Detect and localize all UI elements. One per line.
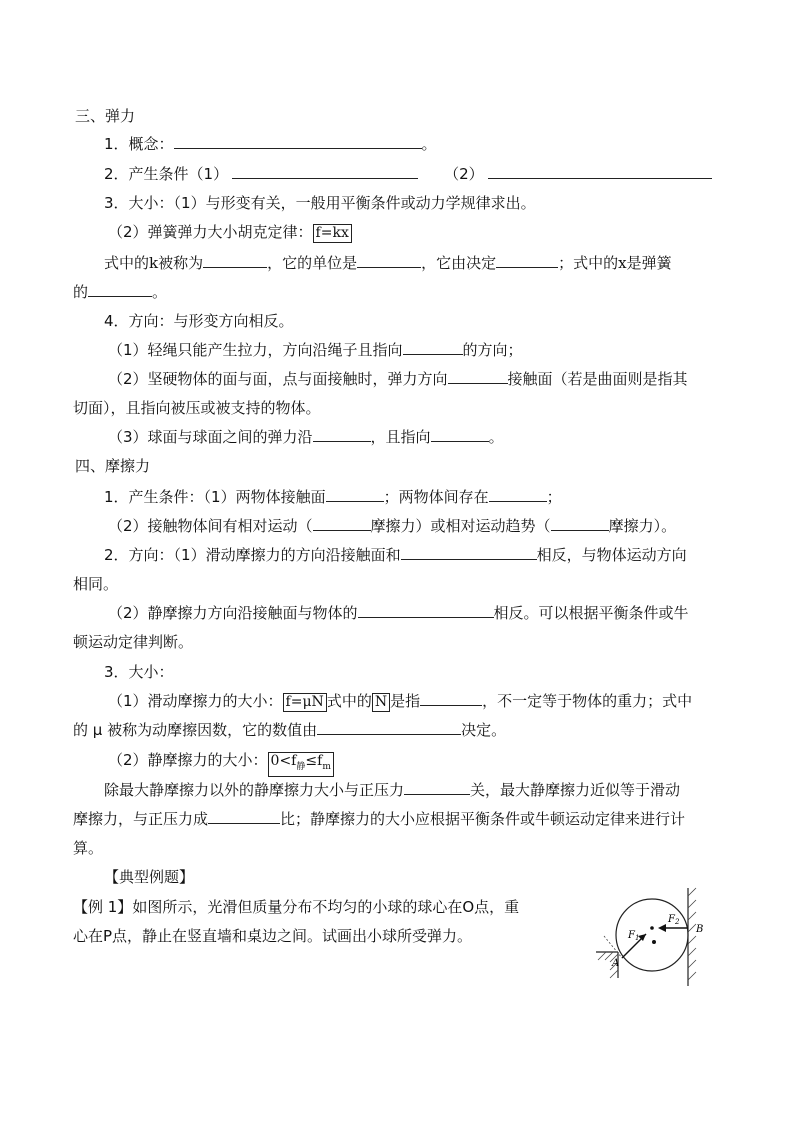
- text: （1）滑动摩擦力的大小：: [108, 692, 283, 710]
- text: 摩擦力）或相对运动趋势（: [370, 517, 551, 535]
- static-direction-blank[interactable]: [358, 603, 494, 618]
- static-direction-line-2: 顿运动定律判断。: [73, 633, 194, 651]
- relative-motion-line: [108, 516, 676, 536]
- direction-line: 4．方向：与形变方向相反。: [104, 312, 294, 330]
- text: 摩擦力）。: [608, 517, 677, 535]
- text: ；两物体间存在: [383, 488, 489, 506]
- text: 关，最大静摩擦力近似等于滑动: [470, 781, 681, 799]
- k-determined-blank[interactable]: [496, 253, 558, 268]
- formula-part: 0<f: [270, 753, 297, 769]
- kinetic-formula: f=μN: [283, 693, 327, 712]
- example-1-line: [73, 897, 519, 917]
- rigid-contact-line-2: 切面），且指向被压或被支持的物体。: [73, 399, 321, 417]
- f2-arrow-head: [658, 924, 666, 932]
- section-title-elastic-force: 三、弹力: [75, 107, 136, 125]
- static-desc-line: [104, 780, 680, 800]
- conditions-line: [104, 164, 712, 184]
- formula-part: ≤f: [305, 753, 323, 769]
- text: 1．产生条件：（1）两物体接触面: [104, 488, 326, 506]
- k-name-blank[interactable]: [203, 253, 267, 268]
- text: （2）静摩擦力方向沿接触面与物体的: [108, 604, 358, 622]
- text: 是弹簧: [626, 254, 672, 272]
- sphere-toward-blank[interactable]: [431, 427, 489, 442]
- example-1-line-2: 心在P点，静止在竖直墙和桌边之间。试画出小球所受弹力。: [73, 927, 473, 945]
- text: （2）接触物体间有相对运动（: [108, 517, 313, 535]
- text: 是指: [390, 692, 421, 710]
- coefficient-blank[interactable]: [317, 720, 461, 735]
- sphere-along-blank[interactable]: [313, 427, 371, 442]
- sphere-line: [108, 427, 504, 447]
- static-direction-line: [108, 603, 689, 623]
- text: 式中的: [104, 254, 150, 272]
- example-1-label: 【例 1】: [73, 898, 133, 916]
- normal-force-symbol: N: [372, 693, 390, 712]
- text: （2）坚硬物体的面与面，点与面接触时，弹力方向: [108, 370, 448, 388]
- examples-title: 【典型例题】: [104, 868, 195, 886]
- x-meaning-blank[interactable]: [88, 282, 152, 297]
- text: 如图所示，光滑但质量分布不均匀的小球的球心在O点，重: [132, 898, 520, 916]
- kinetic-formula-line: [108, 691, 692, 712]
- text: 摩擦力，与正压力成: [73, 810, 209, 828]
- friction-magnitude-line: 3．大小：: [104, 663, 174, 681]
- gravity-center-p: [652, 940, 656, 944]
- proportion-blank[interactable]: [208, 809, 280, 824]
- label-f2: $F_2$: [668, 914, 680, 926]
- label-f1: $F_1$: [628, 930, 640, 942]
- hooke-desc-line-2: [73, 282, 167, 302]
- static-magnitude-line: [108, 750, 334, 777]
- exists-blank[interactable]: [489, 487, 547, 502]
- rigid-contact-line: [108, 369, 688, 389]
- label-a: A: [612, 958, 620, 969]
- formula-sub: m: [322, 761, 331, 772]
- text: 被称为: [158, 254, 204, 272]
- text: 决定。: [461, 721, 507, 739]
- friction-direction-line-2: 相同。: [73, 575, 119, 593]
- formula-sub: 静: [296, 761, 306, 772]
- text: ，它由决定: [421, 254, 497, 272]
- hooke-formula: f=kx: [313, 224, 352, 243]
- text: ，它的单位是: [267, 254, 358, 272]
- kinetic-direction-blank[interactable]: [401, 545, 537, 560]
- text: ；式中的: [558, 254, 619, 272]
- text: （2）静摩擦力的大小：: [108, 751, 268, 769]
- concept-blank[interactable]: [174, 134, 422, 149]
- ball: [616, 899, 688, 971]
- normal-line: [604, 936, 622, 958]
- text: 的: [73, 283, 89, 301]
- conditions-label: 2．产生条件（1）: [104, 165, 229, 183]
- text: 相反，与物体运动方向: [536, 546, 687, 564]
- friction-conditions-line: [104, 487, 562, 507]
- center-o: [650, 926, 654, 930]
- text: 相反。可以根据平衡条件或牛: [493, 604, 689, 622]
- rope-direction-blank[interactable]: [403, 340, 463, 355]
- motion-type-blank[interactable]: [313, 516, 371, 531]
- static-desc-line-2: [73, 809, 685, 829]
- wall-hatch: [688, 888, 696, 980]
- text: 比；静摩擦力的大小应根据平衡条件或牛顿运动定律来进行计: [280, 810, 686, 828]
- concept-label: 1．概念：: [104, 135, 174, 153]
- text: （3）球面与球面之间的弹力沿: [108, 428, 313, 446]
- text: 的 μ 被称为动摩擦因数，它的数值由: [73, 721, 318, 739]
- text: ；: [546, 488, 562, 506]
- text: 的方向；: [462, 341, 523, 359]
- text: 2．方向：（1）滑动摩擦力的方向沿接触面和: [104, 546, 401, 564]
- condition-2-blank[interactable]: [488, 164, 712, 179]
- hooke-desc-line: [104, 253, 672, 273]
- static-formula: [268, 752, 334, 777]
- static-desc-line-3: 算。: [73, 839, 104, 857]
- label-b: B: [696, 924, 704, 935]
- magnitude-line: 3．大小：（1）与形变有关，一般用平衡条件或动力学规律求出。: [104, 194, 536, 212]
- coefficient-line: [73, 720, 506, 740]
- var-x: x: [618, 254, 627, 272]
- text: （1）轻绳只能产生拉力，方向沿绳子且指向: [108, 341, 403, 359]
- text: 式中的: [326, 692, 372, 710]
- pressure-relation-blank[interactable]: [404, 780, 470, 795]
- hooke-line: [108, 222, 352, 243]
- ball-wall-figure: [596, 882, 718, 988]
- rigid-direction-blank[interactable]: [448, 369, 508, 384]
- text: ，且指向: [370, 428, 431, 446]
- surface-blank[interactable]: [326, 487, 384, 502]
- text: 。: [152, 283, 168, 301]
- condition-1-blank[interactable]: [232, 164, 418, 179]
- var-k: k: [149, 254, 159, 272]
- text: 。: [488, 428, 504, 446]
- normal-force-blank[interactable]: [420, 691, 482, 706]
- condition-2-label: （2）: [444, 165, 484, 183]
- rope-line: [108, 340, 523, 360]
- concept-end: 。: [421, 135, 437, 153]
- concept-line: [104, 134, 437, 154]
- text: 接触面（若是曲面则是指其: [507, 370, 688, 388]
- text: 除最大静摩擦力以外的静摩擦力大小与正压力: [104, 781, 405, 799]
- friction-direction-line: [104, 545, 687, 565]
- section-title-friction: 四、摩擦力: [75, 457, 151, 475]
- text: ，不一定等于物体的重力；式中: [482, 692, 693, 710]
- hooke-label: （2）弹簧弹力大小胡克定律：: [108, 223, 313, 241]
- tendency-type-blank[interactable]: [551, 516, 609, 531]
- k-unit-blank[interactable]: [357, 253, 421, 268]
